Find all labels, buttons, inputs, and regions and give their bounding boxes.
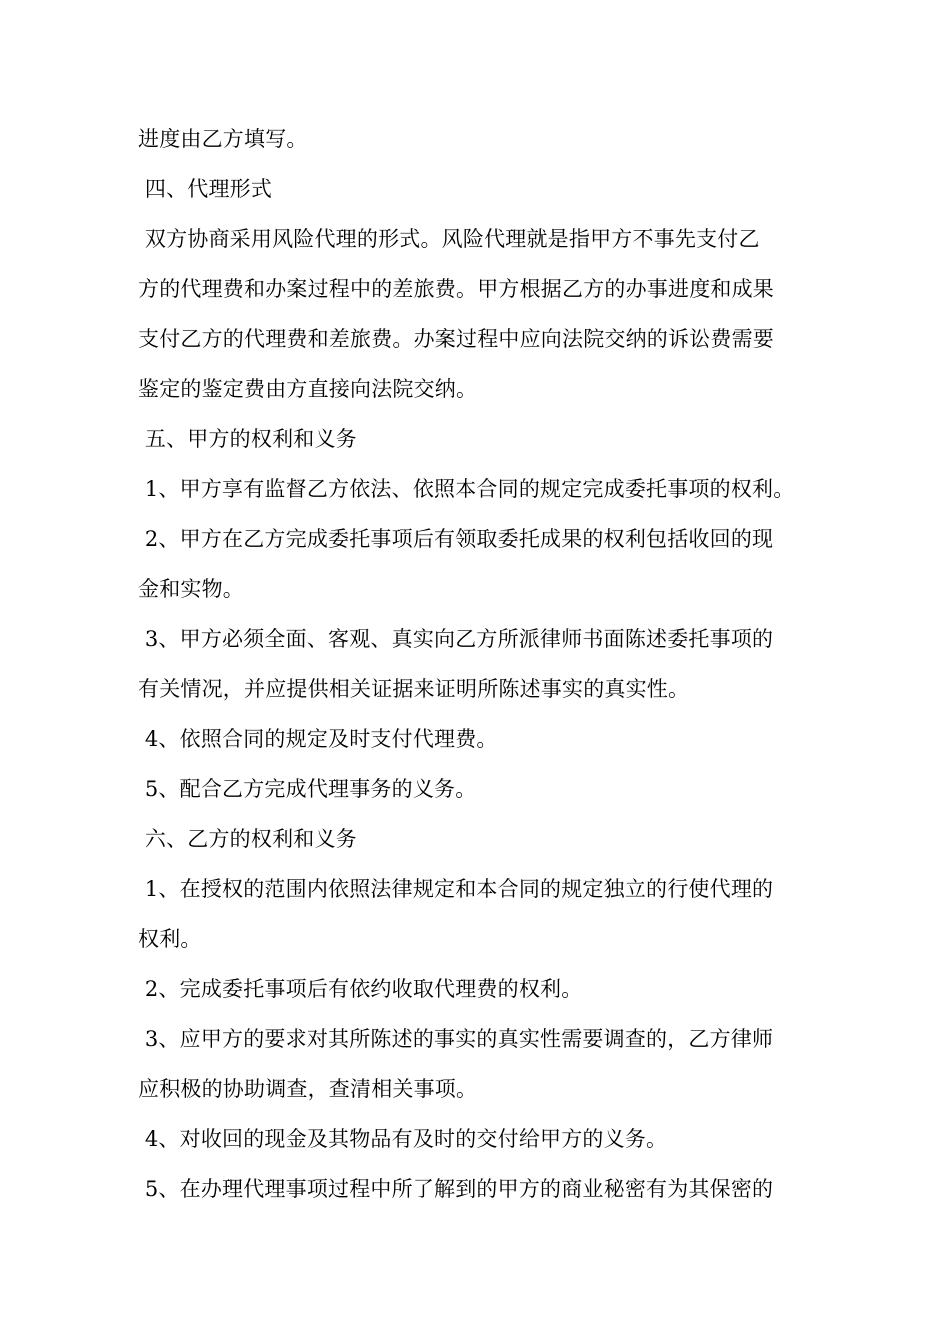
text-line: 4、对收回的现金及其物品有及时的交付给甲方的义务。 (138, 1127, 668, 1151)
text-line: 5、配合乙方完成代理事务的义务。 (138, 777, 477, 801)
section-heading: 五、甲方的权利和义务 (138, 427, 357, 451)
text-line: 4、依照合同的规定及时支付代理费。 (138, 727, 498, 751)
text-line: 1、在授权的范围内依照法律规定和本合同的规定独立的行使代理的 (138, 877, 774, 901)
text-line: 2、完成委托事项后有依约收取代理费的权利。 (138, 977, 583, 1001)
text-line: 有关情况，并应提供相关证据来证明所陈述事实的真实性。 (138, 677, 690, 701)
text-line: 方的代理费和办案过程中的差旅费。甲方根据乙方的办事进度和成果 (138, 277, 774, 301)
text-line: 应积极的协助调查，查清相关事项。 (138, 1077, 478, 1101)
section-heading: 四、代理形式 (138, 177, 273, 201)
text-line: 2、甲方在乙方完成委托事项后有领取委托成果的权利包括收回的现 (138, 527, 774, 551)
text-line: 进度由乙方填写。 (138, 127, 308, 151)
text-line: 金和实物。 (138, 577, 244, 601)
text-line: 3、应甲方的要求对其所陈述的事实的真实性需要调查的，乙方律师 (138, 1027, 774, 1051)
text-line: 3、甲方必须全面、客观、真实向乙方所派律师书面陈述委托事项的 (138, 627, 774, 651)
text-line: 鉴定的鉴定费由方直接向法院交纳。 (138, 377, 478, 401)
text-line: 支付乙方的代理费和差旅费。办案过程中应向法院交纳的诉讼费需要 (138, 327, 774, 351)
text-line: 权利。 (138, 927, 202, 951)
text-line: 5、在办理代理事项过程中所了解到的甲方的商业秘密有为其保密的 (138, 1177, 774, 1201)
section-heading: 六、乙方的权利和义务 (138, 827, 357, 851)
text-line: 双方协商采用风险代理的形式。风险代理就是指甲方不事先支付乙 (138, 227, 760, 251)
text-line: 1、甲方享有监督乙方依法、依照本合同的规定完成委托事项的权利。 (138, 477, 795, 501)
